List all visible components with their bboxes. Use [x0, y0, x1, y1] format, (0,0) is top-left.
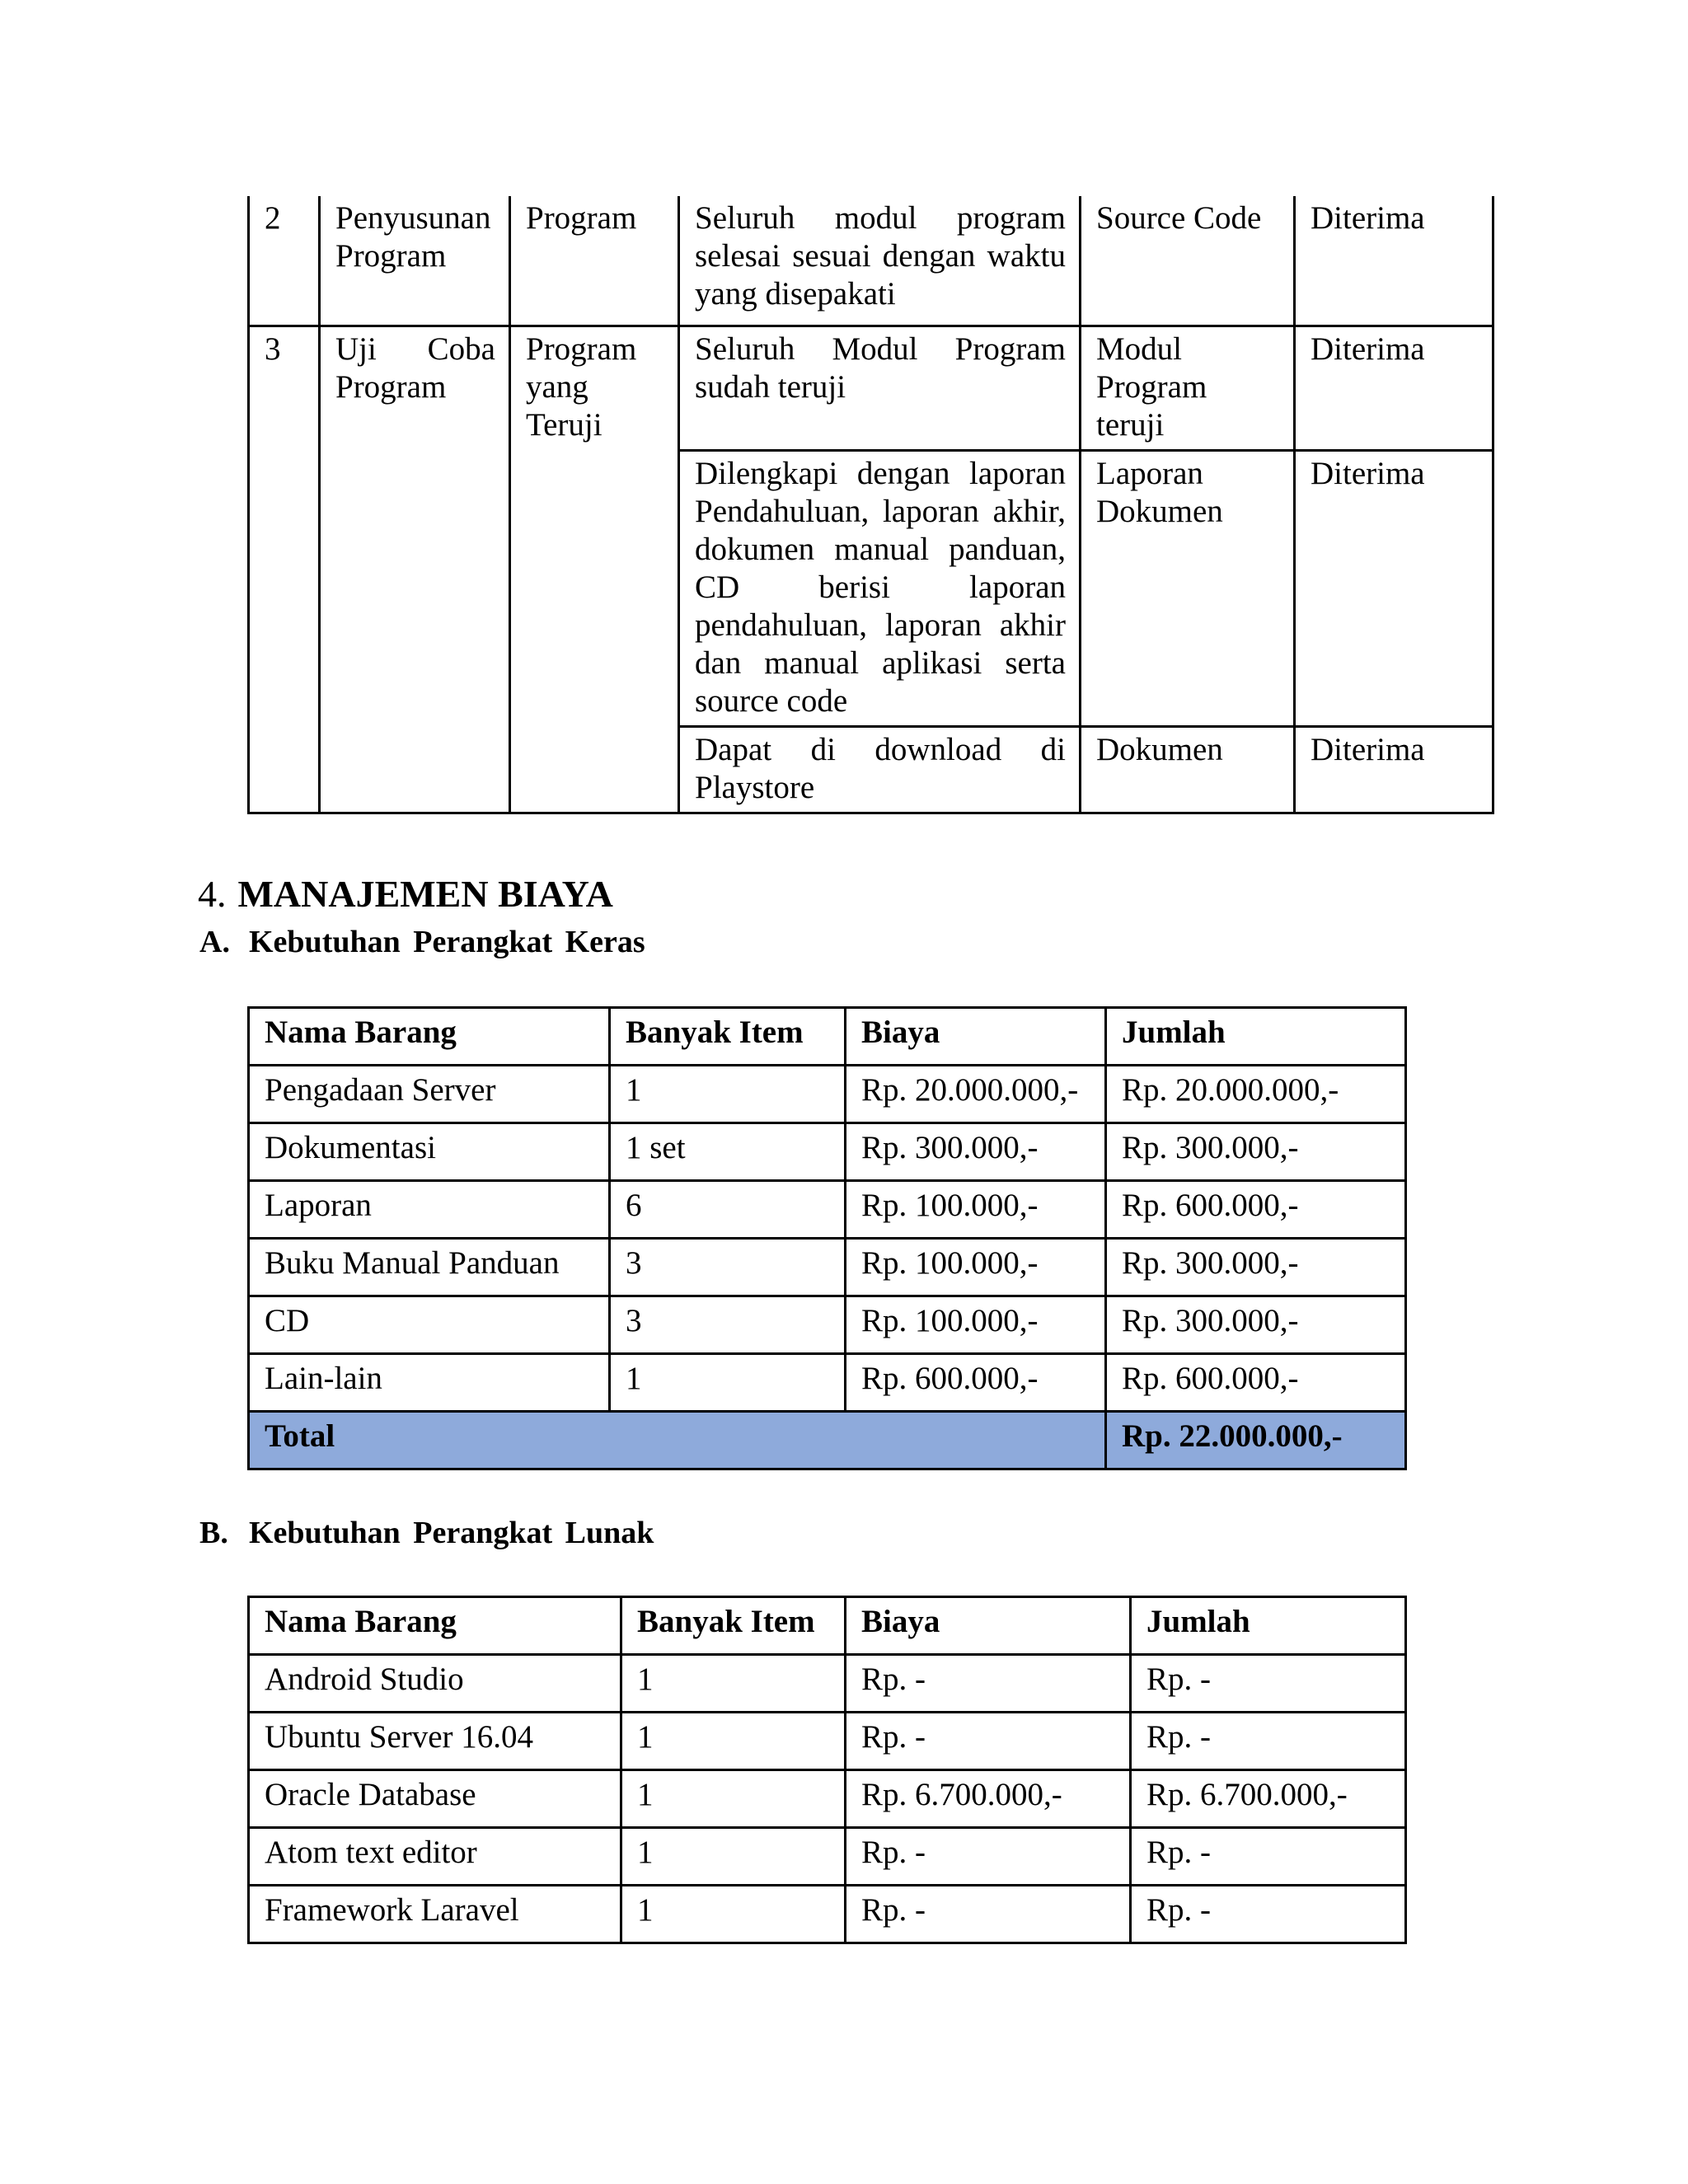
table-row [249, 1066, 1406, 1123]
item-qty: 6 [610, 1181, 846, 1239]
table-row [249, 1886, 1406, 1943]
table-row [249, 1770, 1406, 1828]
column-header: Banyak Item [621, 1597, 846, 1655]
item-qty: 1 [621, 1828, 846, 1886]
item-cost: Rp. 300.000,- [846, 1123, 1106, 1181]
software-title: Kebutuhan Perangkat Lunak [249, 1516, 654, 1550]
item-total: Rp. 600.000,- [1106, 1354, 1406, 1412]
item-qty: 3 [610, 1296, 846, 1354]
item-total: Rp. 300.000,- [1106, 1239, 1406, 1296]
item-cost: Rp. 100.000,- [846, 1181, 1106, 1239]
table-row [249, 1181, 1406, 1239]
item-name: Atom text editor [249, 1828, 621, 1886]
item-name: Dokumentasi [249, 1123, 610, 1181]
section-heading [198, 869, 613, 919]
activity-cell: Penyusunan Program [320, 196, 510, 326]
item-total: Rp. - [1131, 1828, 1406, 1886]
item-name: Lain-lain [249, 1354, 610, 1412]
output-cell: Program yang Teruji [510, 326, 679, 813]
section-number: 4. [198, 873, 227, 915]
item-total: Rp. 6.700.000,- [1131, 1770, 1406, 1828]
column-header: Biaya [846, 1008, 1106, 1066]
item-total: Rp. 600.000,- [1106, 1181, 1406, 1239]
item-qty: 1 set [610, 1123, 846, 1181]
table-row [249, 1354, 1406, 1412]
row-number: 2 [249, 196, 320, 326]
item-total: Rp. - [1131, 1886, 1406, 1943]
item-total: Rp. 20.000.000,- [1106, 1066, 1406, 1123]
hardware-heading [199, 923, 645, 961]
table-row [249, 196, 1493, 326]
row-number: 3 [249, 326, 320, 813]
item-qty: 1 [621, 1770, 846, 1828]
hardware-title: Kebutuhan Perangkat Keras [249, 925, 645, 959]
item-total: Rp. - [1131, 1655, 1406, 1713]
item-name: Framework Laravel [249, 1886, 621, 1943]
status-cell: Diterima [1295, 727, 1493, 813]
item-cost: Rp. - [846, 1655, 1131, 1713]
item-cost: Rp. - [846, 1886, 1131, 1943]
item-name: Laporan [249, 1181, 610, 1239]
item-name: Ubuntu Server 16.04 [249, 1713, 621, 1770]
deliverables-table [247, 196, 1494, 814]
item-name: Oracle Database [249, 1770, 621, 1828]
item-cost: Rp. - [846, 1828, 1131, 1886]
table-header-row [249, 1597, 1406, 1655]
item-cost: Rp. 20.000.000,- [846, 1066, 1106, 1123]
total-row [249, 1412, 1406, 1469]
output-cell: Program [510, 196, 679, 326]
column-header: Nama Barang [249, 1597, 621, 1655]
item-qty: 1 [621, 1713, 846, 1770]
evidence-cell: Dokumen [1081, 727, 1295, 813]
software-heading [199, 1514, 654, 1552]
item-qty: 1 [621, 1655, 846, 1713]
hardware-letter: A. [199, 925, 230, 959]
item-name: Buku Manual Panduan [249, 1239, 610, 1296]
item-total: Rp. 300.000,- [1106, 1123, 1406, 1181]
item-cost: Rp. 100.000,- [846, 1239, 1106, 1296]
item-qty: 1 [610, 1066, 846, 1123]
column-header: Jumlah [1106, 1008, 1406, 1066]
table-row [249, 1828, 1406, 1886]
item-name: CD [249, 1296, 610, 1354]
evidence-cell: Modul Program teruji [1081, 326, 1295, 451]
item-qty: 1 [621, 1886, 846, 1943]
table-row [249, 1239, 1406, 1296]
column-header: Nama Barang [249, 1008, 610, 1066]
status-cell: Diterima [1295, 326, 1493, 451]
activity-cell: Uji Coba Program [320, 326, 510, 813]
criteria-cell: Seluruh Modul Program sudah teruji [679, 326, 1081, 451]
software-cost-table [247, 1596, 1407, 1944]
item-qty: 3 [610, 1239, 846, 1296]
criteria-cell: Dapat di download di Playstore [679, 727, 1081, 813]
item-name: Pengadaan Server [249, 1066, 610, 1123]
table-row [249, 1713, 1406, 1770]
item-total: Rp. 300.000,- [1106, 1296, 1406, 1354]
section-title: MANAJEMEN BIAYA [237, 873, 613, 915]
table-row [249, 326, 1493, 451]
table-row [249, 1296, 1406, 1354]
total-label: Total [249, 1412, 1106, 1469]
table-row [249, 1123, 1406, 1181]
status-cell: Diterima [1295, 451, 1493, 727]
total-value: Rp. 22.000.000,- [1106, 1412, 1406, 1469]
item-name: Android Studio [249, 1655, 621, 1713]
hardware-cost-table [247, 1006, 1407, 1470]
column-header: Biaya [846, 1597, 1131, 1655]
item-cost: Rp. 600.000,- [846, 1354, 1106, 1412]
item-cost: Rp. 100.000,- [846, 1296, 1106, 1354]
software-letter: B. [199, 1516, 228, 1550]
column-header: Jumlah [1131, 1597, 1406, 1655]
item-total: Rp. - [1131, 1713, 1406, 1770]
item-qty: 1 [610, 1354, 846, 1412]
status-cell: Diterima [1295, 196, 1493, 326]
table-header-row [249, 1008, 1406, 1066]
column-header: Banyak Item [610, 1008, 846, 1066]
evidence-cell: Source Code [1081, 196, 1295, 326]
criteria-cell: Seluruh modul program selesai sesuai dengan waktu yang disepakati [679, 196, 1081, 326]
item-cost: Rp. 6.700.000,- [846, 1770, 1131, 1828]
criteria-cell: Dilengkapi dengan laporan Pendahuluan, laporan akhir, dokumen manual panduan, CD berisi laporan pendahuluan, laporan akhir dan manual aplikasi serta source code [679, 451, 1081, 727]
evidence-cell: Laporan Dokumen [1081, 451, 1295, 727]
item-cost: Rp. - [846, 1713, 1131, 1770]
table-row [249, 1655, 1406, 1713]
